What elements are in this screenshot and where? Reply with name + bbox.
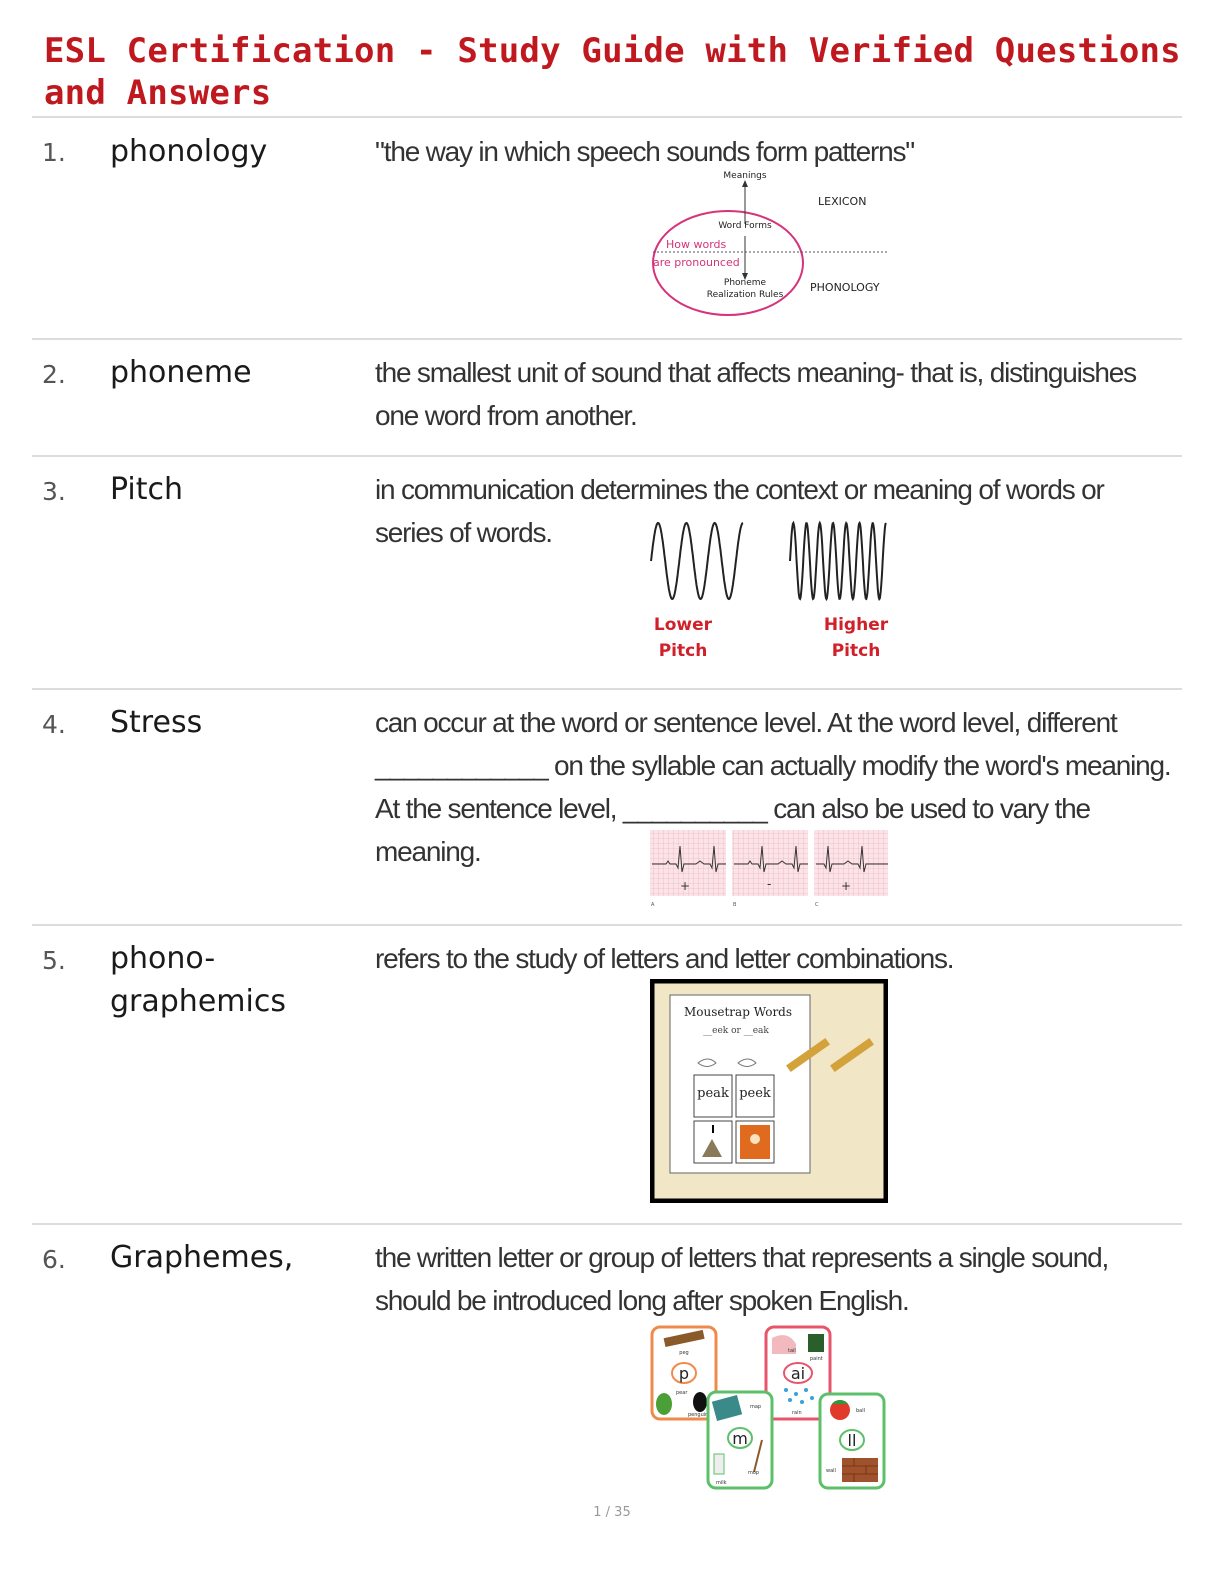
lower-pitch-wave bbox=[651, 523, 743, 599]
card-subtitle: __eek or __eak bbox=[703, 1026, 769, 1036]
label-how-words: How words bbox=[666, 238, 727, 251]
item-term: Pitch bbox=[110, 472, 184, 507]
label-pronounced: are pronounced bbox=[653, 256, 740, 269]
card-letter: m bbox=[732, 1429, 748, 1448]
grapheme-card-ll bbox=[820, 1394, 884, 1488]
stress-ecg-strips bbox=[648, 828, 890, 908]
page-number: 1 / 35 bbox=[593, 1505, 631, 1520]
card-word: wall bbox=[826, 1468, 836, 1474]
item-number: 6. bbox=[42, 1245, 66, 1274]
higher-pitch-wave bbox=[790, 523, 886, 599]
divider bbox=[32, 338, 1182, 340]
ecg-sign: + bbox=[680, 879, 691, 893]
divider bbox=[32, 1223, 1182, 1225]
card-word: pear bbox=[676, 1390, 688, 1396]
card-word: rain bbox=[792, 1410, 802, 1416]
card-word: penguin bbox=[688, 1412, 709, 1418]
card-word: ball bbox=[856, 1408, 866, 1414]
ecg-strip-a bbox=[650, 830, 726, 908]
lower-pitch-label: Pitch bbox=[658, 641, 708, 661]
item-number: 4. bbox=[42, 710, 66, 739]
label-lexicon: LEXICON bbox=[818, 195, 867, 208]
grapheme-card-m bbox=[708, 1392, 772, 1488]
ecg-sign: + bbox=[841, 879, 852, 893]
grapheme-cards bbox=[650, 1324, 890, 1494]
card-title: Mousetrap Words bbox=[683, 1005, 793, 1019]
item-definition: "the way in which speech sounds form patterns" bbox=[375, 136, 914, 167]
higher-pitch-label: Pitch bbox=[831, 641, 881, 661]
item-term: phoneme bbox=[110, 355, 252, 390]
item-term: phonology bbox=[110, 134, 268, 169]
card-word: milk bbox=[716, 1480, 727, 1486]
ecg-letter: B bbox=[733, 902, 737, 908]
label-phonology: PHONOLOGY bbox=[810, 281, 880, 294]
label-word-forms: Word Forms bbox=[718, 221, 772, 231]
word-peak: peak bbox=[697, 1086, 729, 1101]
item-number: 5. bbox=[42, 946, 66, 975]
item-term: Stress bbox=[110, 705, 203, 740]
item-term: Graphemes, bbox=[110, 1240, 294, 1275]
ecg-letter: C bbox=[815, 902, 819, 908]
card-word: tail bbox=[788, 1348, 796, 1354]
card-word: paint bbox=[810, 1356, 823, 1362]
ecg-letter: A bbox=[651, 902, 655, 908]
phonology-diagram bbox=[645, 166, 895, 321]
divider bbox=[32, 688, 1182, 690]
item-definition: the written letter or group of letters that represents a single sound, should be introduced long after spoken English. bbox=[375, 1242, 1109, 1316]
item-term: phono- graphemics bbox=[110, 941, 286, 1019]
card-letter: ll bbox=[847, 1431, 857, 1450]
word-peek: peek bbox=[739, 1086, 771, 1101]
divider bbox=[32, 455, 1182, 457]
higher-pitch-label: Higher bbox=[823, 615, 889, 635]
card-letter: ai bbox=[790, 1364, 806, 1383]
mousetrap-words-photo bbox=[650, 979, 888, 1203]
item-definition: refers to the study of letters and letter combinations. bbox=[375, 943, 954, 974]
label-meanings: Meanings bbox=[723, 171, 767, 181]
card-word: map bbox=[750, 1404, 762, 1410]
ecg-sign: - bbox=[767, 877, 772, 891]
item-number: 3. bbox=[42, 477, 66, 506]
ecg-strip-c bbox=[814, 830, 888, 908]
ecg-strip-b bbox=[732, 830, 808, 908]
label-phoneme: Phoneme bbox=[723, 278, 767, 288]
item-definition: in communication determines the context or meaning of words or series of words. bbox=[375, 474, 1104, 548]
item-definition: the smallest unit of sound that affects meaning- that is, distinguishes one word from another. bbox=[375, 357, 1136, 431]
lower-pitch-label: Lower bbox=[653, 615, 713, 635]
card-word: peg bbox=[679, 1350, 689, 1356]
label-realization: Realization Rules bbox=[706, 290, 784, 300]
document-title: ESL Certification - Study Guide with Verified Questions and Answers bbox=[44, 31, 1181, 113]
grapheme-card-p bbox=[652, 1327, 716, 1419]
item-number: 2. bbox=[42, 360, 66, 389]
divider bbox=[32, 924, 1182, 926]
item-definition: can occur at the word or sentence level. At the word level, different ____________ on the syllable can actually modify the word's meaning. At the sentence level, __________ can also be used to vary the meaning. bbox=[375, 707, 1171, 867]
item-number: 1. bbox=[42, 138, 66, 167]
card-letter: p bbox=[678, 1364, 690, 1383]
divider bbox=[32, 116, 1182, 118]
pitch-diagram bbox=[645, 515, 895, 665]
card-word: mop bbox=[748, 1470, 760, 1476]
